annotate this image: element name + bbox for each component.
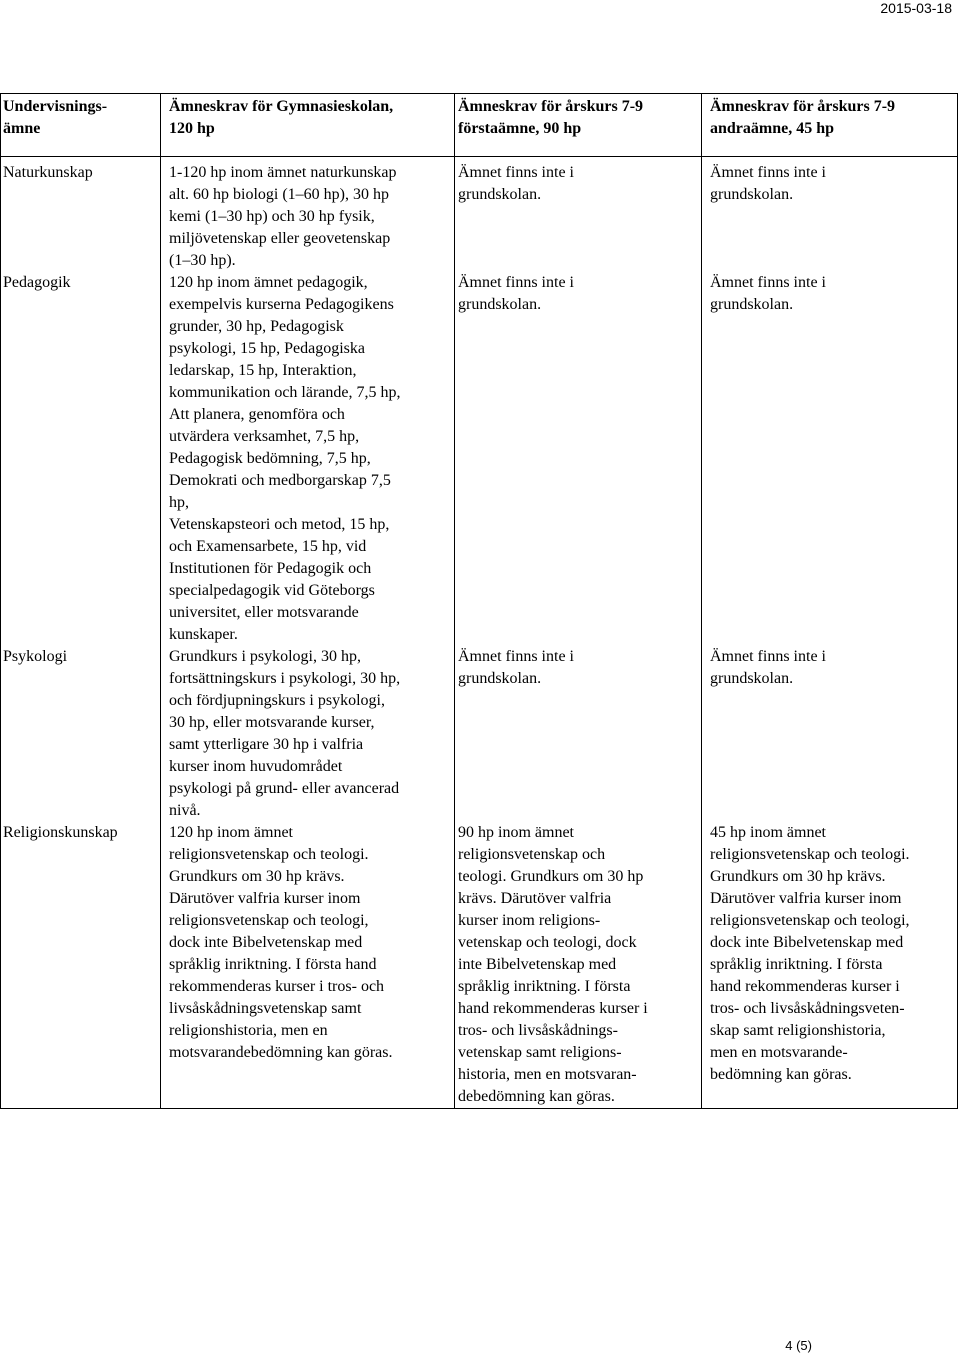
document-date: 2015-03-18	[880, 0, 952, 16]
table-row	[1, 646, 958, 822]
requirements-table	[0, 93, 958, 1109]
cell-second-subject: Ämnet finns inte i grundskolan.	[702, 157, 958, 273]
cell-first-subject: Ämnet finns inte i grundskolan.	[455, 646, 702, 822]
page-number: 4 (5)	[785, 1338, 812, 1353]
cell-subject: Naturkunskap	[1, 157, 161, 273]
table-row	[1, 822, 958, 1109]
cell-second-subject: 45 hp inom ämnet religionsvetenskap och teologi. Grundkurs om 30 hp krävs. Därutöver valfria kurser inom religionsvetenskap och teologi, dock inte Bibelvetenskap med språklig inriktning. I första hand rekommenderas kurser i tros- och livsåskådningsveten- skap samt religionshistoria, men en motsvarande- bedömning kan göras.	[702, 822, 958, 1109]
header-second-subject: Ämneskrav för årskurs 7-9 andraämne, 45 hp	[702, 94, 958, 157]
table-row	[1, 272, 958, 646]
cell-subject: Religionskunskap	[1, 822, 161, 1109]
cell-second-subject: Ämnet finns inte i grundskolan.	[702, 272, 958, 646]
cell-first-subject: Ämnet finns inte i grundskolan.	[455, 157, 702, 273]
header-first-subject: Ämneskrav för årskurs 7-9 förstaämne, 90 hp	[455, 94, 702, 157]
cell-gymnasium: 1-120 hp inom ämnet naturkunskap alt. 60 hp biologi (1–60 hp), 30 hp kemi (1–30 hp) och 30 hp fysik, miljövetenskap eller geovetenskap (1–30 hp).	[161, 157, 455, 273]
cell-gymnasium: 120 hp inom ämnet religionsvetenskap och teologi. Grundkurs om 30 hp krävs. Därutöver valfria kurser inom religionsvetenskap och teologi, dock inte Bibelvetenskap med språklig inriktning. I första hand rekommenderas kurser i tros- och livsåskådningsvetenskap samt religionshistoria, men en motsvarandebedömning kan göras.	[161, 822, 455, 1109]
header-subject: Undervisnings- ämne	[1, 94, 161, 157]
cell-subject: Psykologi	[1, 646, 161, 822]
cell-first-subject: Ämnet finns inte i grundskolan.	[455, 272, 702, 646]
cell-second-subject: Ämnet finns inte i grundskolan.	[702, 646, 958, 822]
cell-gymnasium: 120 hp inom ämnet pedagogik, exempelvis kurserna Pedagogikens grunder, 30 hp, Pedagogisk psykologi, 15 hp, Pedagogiska ledarskap, 15 hp, Interaktion, kommunikation och lärande, 7,5 hp, Att planera, genomföra och utvärdera verksamhet, 7,5 hp, Pedagogisk bedömning, 7,5 hp, Demokrati och medborgarskap 7,5 hp, Vetenskapsteori och metod, 15 hp, och Examensarbete, 15 hp, vid Institutionen för Pedagogik och specialpedagogik vid Göteborgs universitet, eller motsvarande kunskaper.	[161, 272, 455, 646]
table-row	[1, 157, 958, 273]
cell-subject: Pedagogik	[1, 272, 161, 646]
cell-gymnasium: Grundkurs i psykologi, 30 hp, fortsättningskurs i psykologi, 30 hp, och fördjupningskurs i psykologi, 30 hp, eller motsvarande kurser, samt ytterligare 30 hp i valfria kurser inom huvudområdet psykologi på grund- eller avancerad nivå.	[161, 646, 455, 822]
table-header-row	[1, 94, 958, 157]
cell-first-subject: 90 hp inom ämnet religionsvetenskap och teologi. Grundkurs om 30 hp krävs. Därutöver valfria kurser inom religions- vetenskap och teologi, dock inte Bibelvetenskap med språklig inriktning. I första hand rekommenderas kurser i tros- och livsåskådnings- vetenskap samt religions- historia, men en motsvaran- debedömning kan göras.	[455, 822, 702, 1109]
header-gymnasium: Ämneskrav för Gymnasieskolan, 120 hp	[161, 94, 455, 157]
